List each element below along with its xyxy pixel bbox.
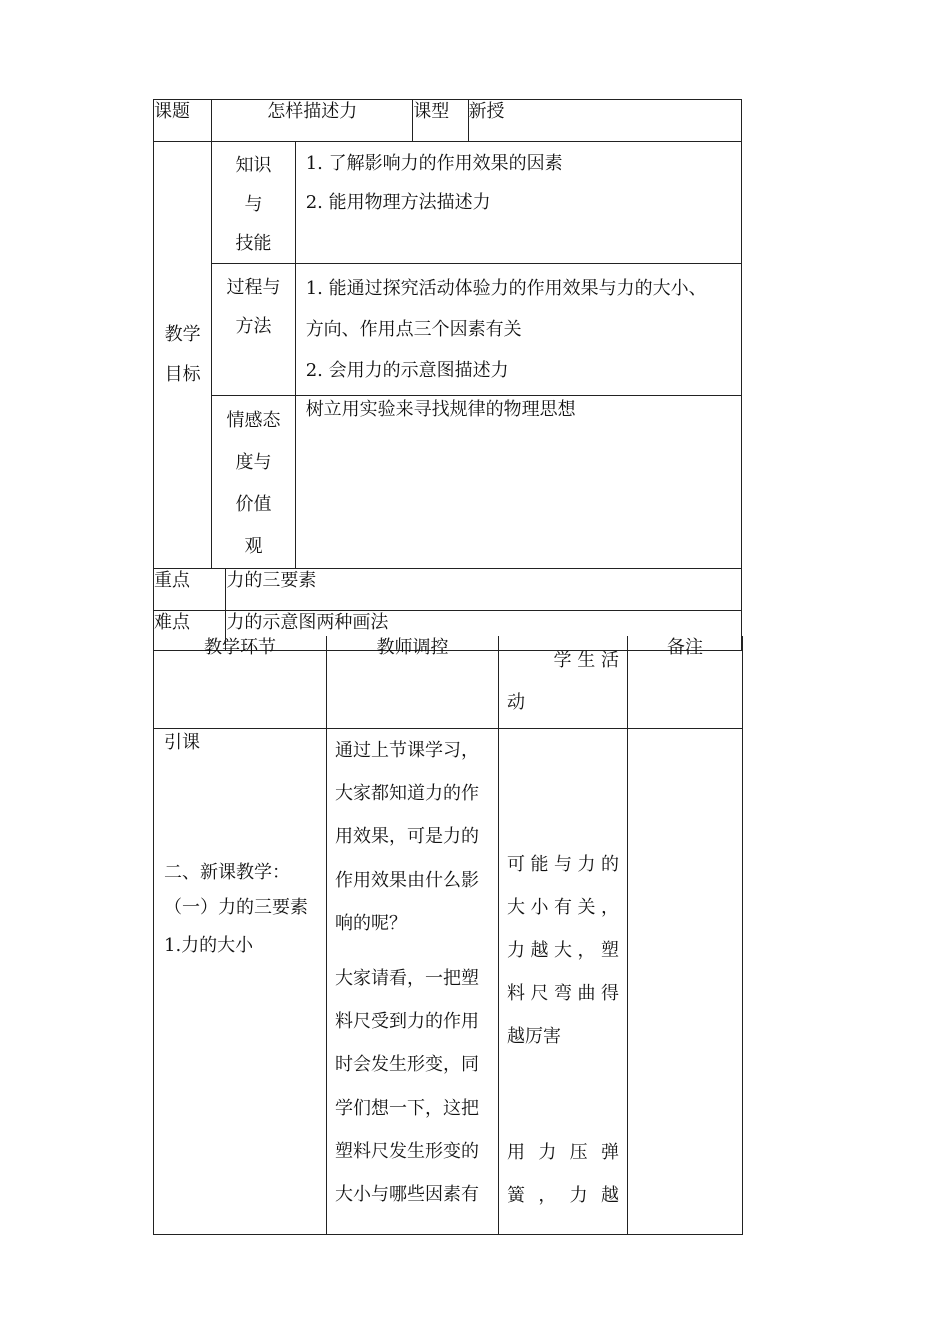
student-line-4: 料尺弯曲得 [507,983,619,1004]
topic-value: 怎样描述力 [212,100,413,142]
attitude-label-3: 价值 [235,494,272,515]
stage-new-lesson: 二、新课教学： [164,862,290,883]
difficulty-label: 难点 [154,611,226,651]
attitude-text: 树立用实验来寻找规律的物理思想 [305,399,576,420]
topic-label: 课题 [154,100,212,142]
knowledge-item-1: 1. 了解影响力的作用效果的因素 [305,153,563,174]
teacher-line-5: 响的呢？ [335,912,407,934]
student-line-7: 簧，力越 [507,1185,619,1206]
knowledge-item-2: 2. 能用物理方法描述力 [305,192,491,213]
teacher-line-10: 塑料尺发生形变的 [335,1140,479,1162]
header-teacher: 教师调控 [327,636,499,729]
goals-label-line1: 教学 [164,324,201,345]
teacher-line-4: 作用效果由什么影 [335,869,479,891]
process-content [295,264,741,396]
goals-label-line2: 目标 [164,364,201,385]
difficulty-value: 力的示意图两种画法 [226,611,742,651]
knowledge-label-cell [212,142,295,264]
header-student-line2: 动 [507,692,525,713]
process-line-2: 方向、作用点三个因素有关 [305,319,522,340]
header-notes: 备注 [628,636,743,729]
knowledge-label-3: 技能 [235,233,272,254]
process-line-3: 2. 会用力的示意图描述力 [305,360,509,381]
type-value: 新授 [468,100,741,142]
student-line-2: 大小有关， [507,897,619,918]
attitude-label-2: 度与 [235,452,272,473]
teaching-process-table [153,636,743,1235]
header-student-line1: 学 生 活 [553,650,619,671]
attitude-label-1: 情感态 [226,410,281,431]
header-student-cell [499,636,628,729]
notes-cell [628,729,743,1235]
stage-three-elements: （一）力的三要素 [164,897,308,918]
attitude-label-cell [212,396,295,569]
knowledge-content [295,142,741,264]
teacher-line-9: 学们想一下，这把 [335,1097,479,1119]
teacher-line-11: 大小与哪些因素有 [335,1184,479,1206]
student-cell [499,729,628,1235]
key-point-value: 力的三要素 [226,569,742,611]
teacher-line-1: 通过上节课学习， [335,740,479,761]
type-label: 课型 [413,100,468,142]
attitude-content [295,396,741,569]
teacher-line-8: 时会发生形变，同 [335,1054,479,1076]
process-label-cell [212,264,295,396]
header-stage: 教学环节 [154,636,327,729]
teacher-line-2: 大家都知道力的作 [335,783,479,805]
teacher-line-3: 用效果，可是力的 [335,826,479,848]
student-line-6: 用力压弹 [507,1142,619,1163]
student-line-1: 可能与力的 [507,854,619,875]
student-line-5: 越厉害 [507,1026,561,1047]
process-label-2: 方法 [235,316,272,337]
knowledge-label-1: 知识 [235,155,272,176]
process-line-1: 1. 能通过探究活动体验力的作用效果与力的大小、 [305,278,707,299]
process-label-1: 过程与 [226,277,281,298]
teacher-cell [327,729,499,1235]
lesson-info-table [153,99,742,651]
student-line-3: 力越大，塑 [507,940,619,961]
key-point-label: 重点 [154,569,226,611]
teacher-line-7: 料尺受到力的作用 [335,1011,479,1033]
stage-intro: 引课 [164,732,200,753]
stage-cell [154,729,327,1235]
teacher-line-6: 大家请看，一把塑 [335,968,479,990]
goals-label-cell [154,142,212,569]
attitude-label-4: 观 [244,536,263,557]
knowledge-label-2: 与 [244,194,263,215]
stage-force-magnitude: 1.力的大小 [164,935,254,956]
